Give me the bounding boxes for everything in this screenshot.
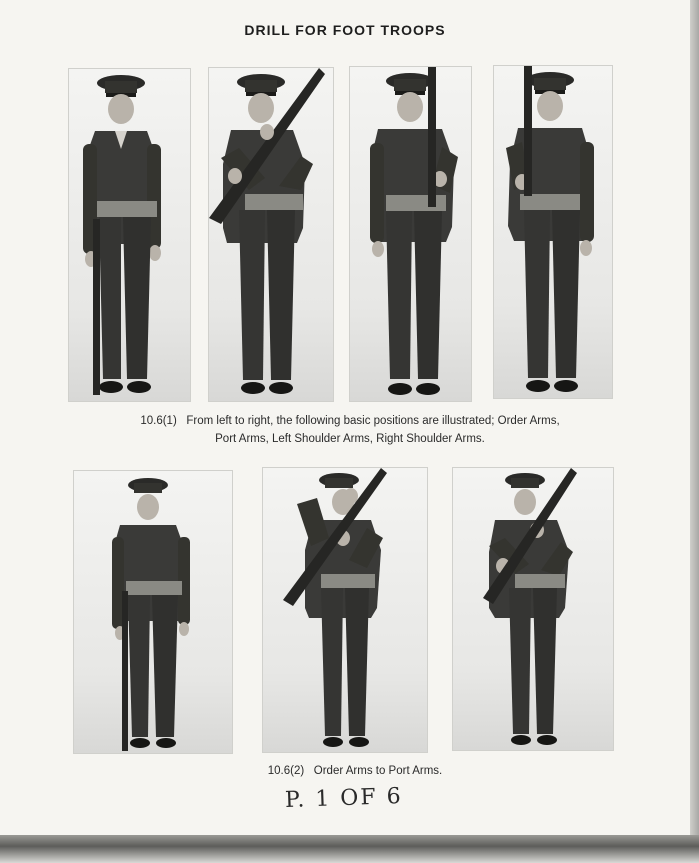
caption-order-to-port — [160, 762, 550, 780]
soldier-figure — [453, 468, 613, 750]
caption-ref: 10.6(1) — [140, 415, 177, 427]
soldier-figure — [74, 471, 232, 753]
photo-port-arms — [208, 67, 334, 402]
photo-order-arms — [68, 68, 191, 402]
caption-text: From left to right, the following basic positions are illustrated; Order Arms, — [186, 415, 560, 427]
caption-line-1 — [60, 412, 640, 430]
soldier-figure — [494, 66, 612, 398]
page-heading: DRILL FOR FOOT TROOPS — [244, 22, 446, 38]
caption-text: Order Arms to Port Arms. — [313, 765, 443, 777]
handwritten-page-note: P. 1 OF 6 — [284, 783, 404, 814]
caption-ref: 10.6(2) — [267, 765, 305, 777]
photo-right-shoulder-arms — [493, 65, 613, 399]
soldier-figure — [263, 468, 427, 752]
photo-left-shoulder-arms — [349, 66, 472, 402]
scan-shadow — [0, 835, 699, 863]
scan-edge — [690, 0, 699, 863]
photo-order-arms-2 — [73, 470, 233, 754]
soldier-figure — [350, 67, 471, 401]
photo-port-arms-2 — [452, 467, 614, 751]
caption-basic-positions — [60, 412, 640, 448]
soldier-figure — [209, 68, 333, 401]
soldier-figure — [69, 69, 190, 401]
photo-hand-to-rifle — [262, 467, 428, 753]
caption-line-2: Port Arms, Left Shoulder Arms, Right Shoulder Arms. — [215, 433, 485, 445]
